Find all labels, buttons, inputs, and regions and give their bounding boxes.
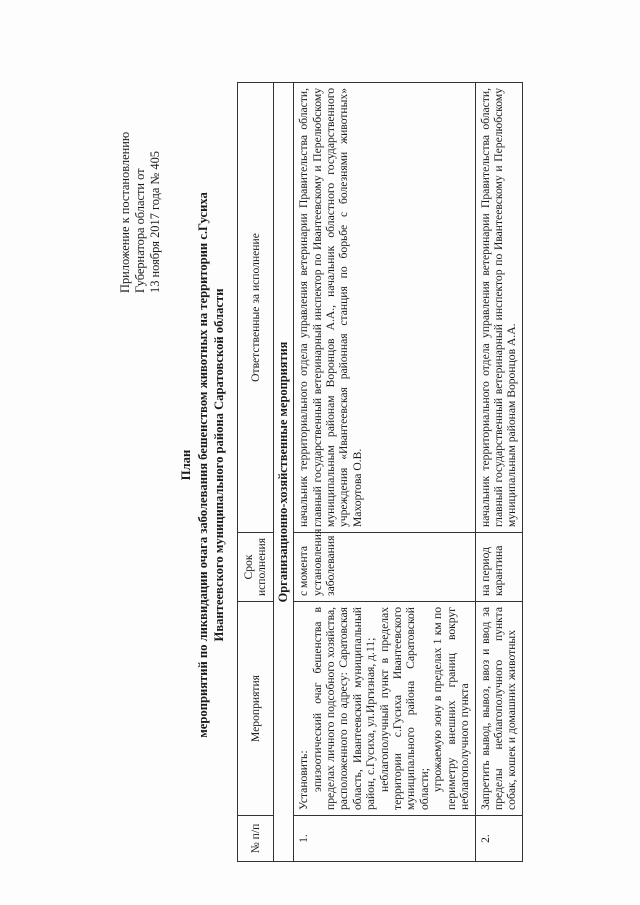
row-1-measure-p1: эпизоотический очаг бешенства в пределах личного подсобного хозяйства, расположенного по адресу: Саратовская область, Ивантеевский муниципальный район, с.Гусиха, ул.Иргизная, д.11; [310,607,378,810]
row-1-responsible: начальник территориального отдела управления ветеринарии Правительства области, главный государственный ветеринарный инспектор по Ивантеевскому и Перелюбскому муниципальным районам Воронцов А.А., начальник областного государственного учреждения «Ивантеевская районная станция по борьбе с болезнями животных» Махортова О.В. [294,83,475,533]
section-row [273,83,293,862]
appendix-block [118,53,163,293]
table-row [475,83,522,862]
row-1-measure-p2: неблагополучный пункт в пределах территории с.Гусиха Ивантеевского муниципального района Саратовской области; [377,607,431,810]
header-term: Срок исполнения [238,533,274,602]
row-2-term: на период карантина [475,533,522,602]
title-line-3: Ивантеевского муниципального района Саратовской области [212,288,226,642]
row-1-measure-p3: угрожаемую зону в пределах 1 км по периметру внешних границ вокруг неблагополучного пункта [431,607,472,810]
header-num: № п/п [238,816,274,862]
row-1-num: 1. [294,816,475,862]
row-2-responsible: начальник территориального отдела управления ветеринарии Правительства области, главный государственный ветеринарный инспектор по Ивантеевскому и Перелюбскому муниципальным районам Воронцов А.А. [475,83,522,533]
row-1-term: с момента установления заболевания [294,533,475,602]
table-row [294,83,475,862]
plan-table [237,82,523,862]
table-header-row [238,83,274,862]
row-1-measure-intro: Установить: [297,750,311,810]
title-line-2: мероприятий по ликвидации очага заболевания бешенством животных на территории с.Гусиха [195,192,210,738]
appendix-line-3: 13 ноября 2017 года № 405 [148,151,162,293]
row-2-num: 2. [475,816,522,862]
header-responsible: Ответственные за исполнение [238,83,274,533]
row-2-measure: Запретить вывод, вывоз, ввоз и ввод за пределы неблагополучного пункта собак, кошек и домашних животных [475,602,522,816]
header-measure: Мероприятия [238,602,274,816]
appendix-line-2: Губернатора области от [133,168,147,293]
document-title [178,65,228,865]
row-1-measure [294,602,475,816]
appendix-line-1: Приложение к постановлению [118,131,132,293]
section-title: Организационно-хозяйственные мероприятия [273,83,293,862]
title-line-1: План [179,449,193,481]
